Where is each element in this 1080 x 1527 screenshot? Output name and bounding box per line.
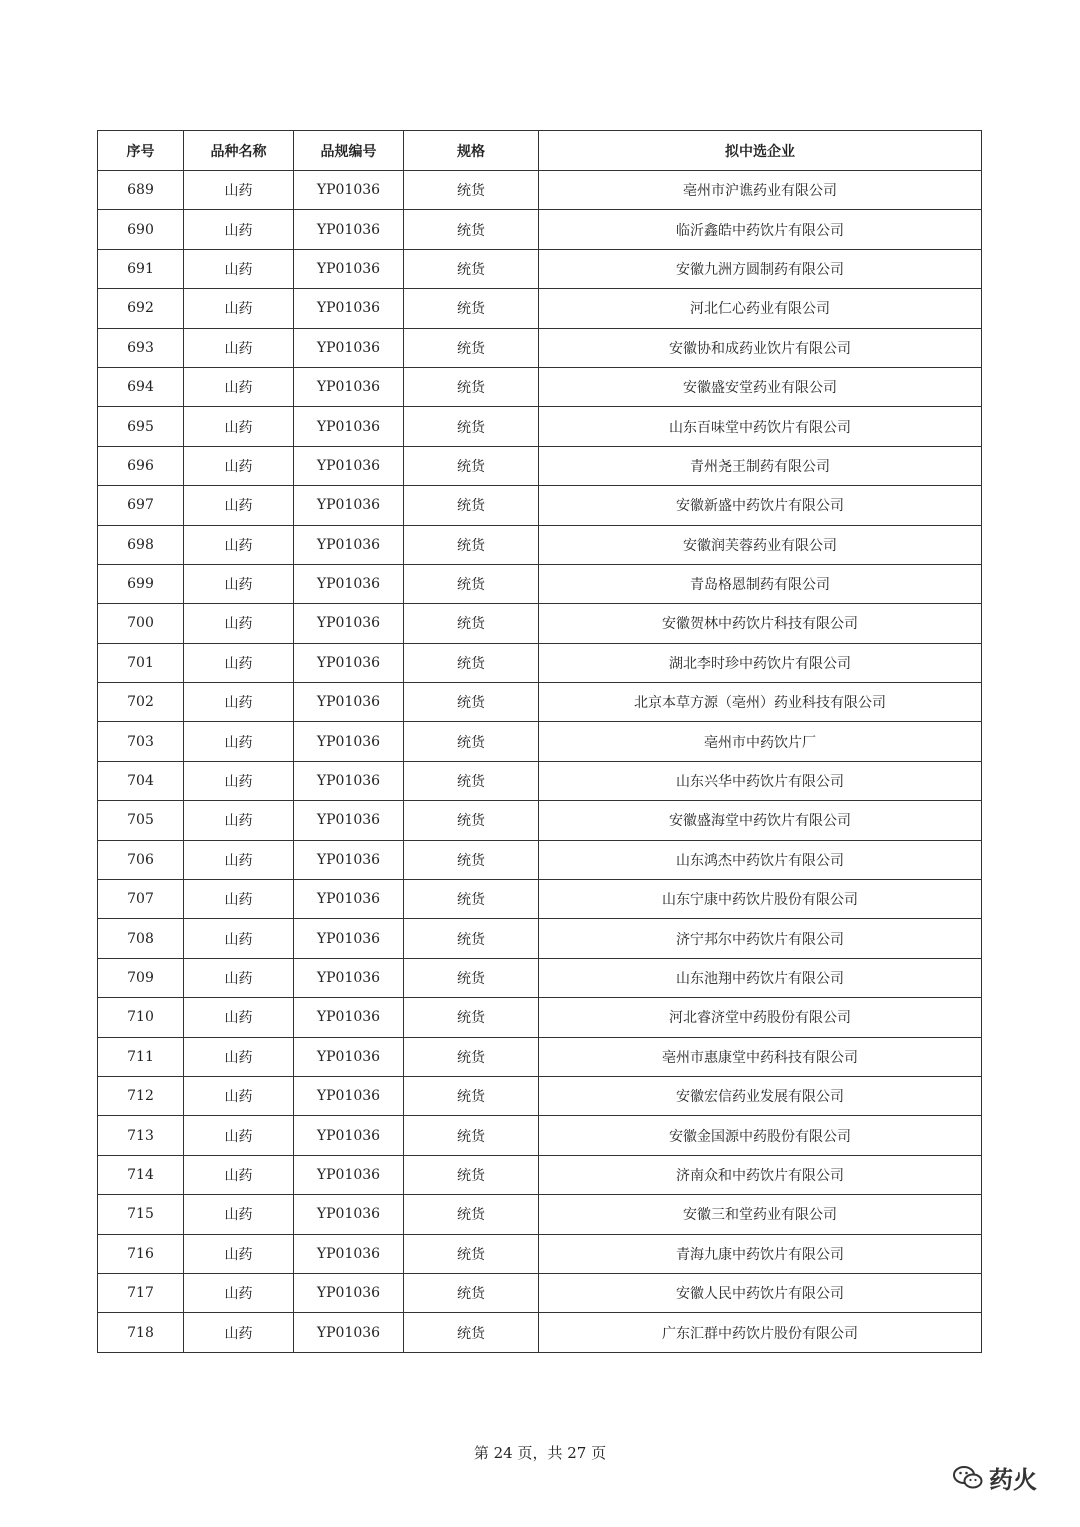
cell-company: 亳州市中药饮片厂 bbox=[539, 722, 982, 761]
cell-variety: 山药 bbox=[184, 801, 294, 840]
cell-company: 安徽九洲方圆制药有限公司 bbox=[539, 249, 982, 288]
cell-company: 山东宁康中药饮片股份有限公司 bbox=[539, 880, 982, 919]
table-row bbox=[98, 446, 982, 485]
page-footer: 第 24 页，共 27 页 bbox=[473, 1444, 607, 1462]
cell-code: YP01036 bbox=[294, 1313, 404, 1352]
cell-company: 河北睿济堂中药股份有限公司 bbox=[539, 998, 982, 1037]
cell-company: 山东百味堂中药饮片有限公司 bbox=[539, 407, 982, 446]
cell-seq: 713 bbox=[98, 1116, 184, 1155]
cell-seq: 710 bbox=[98, 998, 184, 1037]
cell-variety: 山药 bbox=[184, 998, 294, 1037]
cell-spec: 统货 bbox=[404, 683, 539, 722]
table-row bbox=[98, 604, 982, 643]
cell-variety: 山药 bbox=[184, 1037, 294, 1076]
table-row bbox=[98, 407, 982, 446]
cell-code: YP01036 bbox=[294, 1037, 404, 1076]
cell-spec: 统货 bbox=[404, 1195, 539, 1234]
cell-spec: 统货 bbox=[404, 1155, 539, 1194]
table-row bbox=[98, 1155, 982, 1194]
cell-seq: 691 bbox=[98, 249, 184, 288]
cell-code: YP01036 bbox=[294, 958, 404, 997]
cell-spec: 统货 bbox=[404, 210, 539, 249]
cell-variety: 山药 bbox=[184, 840, 294, 879]
table-row bbox=[98, 564, 982, 603]
cell-code: YP01036 bbox=[294, 1076, 404, 1115]
cell-variety: 山药 bbox=[184, 958, 294, 997]
cell-code: YP01036 bbox=[294, 1273, 404, 1312]
cell-variety: 山药 bbox=[184, 1313, 294, 1352]
table-row bbox=[98, 840, 982, 879]
cell-variety: 山药 bbox=[184, 643, 294, 682]
table-row bbox=[98, 801, 982, 840]
cell-seq: 697 bbox=[98, 486, 184, 525]
cell-code: YP01036 bbox=[294, 486, 404, 525]
cell-spec: 统货 bbox=[404, 840, 539, 879]
table-body bbox=[98, 171, 982, 1353]
cell-seq: 715 bbox=[98, 1195, 184, 1234]
table-row bbox=[98, 328, 982, 367]
cell-spec: 统货 bbox=[404, 1037, 539, 1076]
cell-spec: 统货 bbox=[404, 604, 539, 643]
cell-code: YP01036 bbox=[294, 446, 404, 485]
cell-spec: 统货 bbox=[404, 525, 539, 564]
cell-variety: 山药 bbox=[184, 880, 294, 919]
cell-company: 安徽协和成药业饮片有限公司 bbox=[539, 328, 982, 367]
cell-spec: 统货 bbox=[404, 289, 539, 328]
table-row bbox=[98, 1273, 982, 1312]
cell-company: 安徽盛安堂药业有限公司 bbox=[539, 367, 982, 406]
table-row bbox=[98, 1234, 982, 1273]
cell-code: YP01036 bbox=[294, 1195, 404, 1234]
cell-code: YP01036 bbox=[294, 289, 404, 328]
cell-seq: 712 bbox=[98, 1076, 184, 1115]
cell-seq: 692 bbox=[98, 289, 184, 328]
cell-company: 湖北李时珍中药饮片有限公司 bbox=[539, 643, 982, 682]
cell-variety: 山药 bbox=[184, 683, 294, 722]
cell-code: YP01036 bbox=[294, 1116, 404, 1155]
cell-code: YP01036 bbox=[294, 564, 404, 603]
cell-spec: 统货 bbox=[404, 564, 539, 603]
cell-code: YP01036 bbox=[294, 328, 404, 367]
table-row bbox=[98, 486, 982, 525]
table-row bbox=[98, 1195, 982, 1234]
cell-code: YP01036 bbox=[294, 525, 404, 564]
cell-company: 河北仁心药业有限公司 bbox=[539, 289, 982, 328]
cell-spec: 统货 bbox=[404, 1076, 539, 1115]
cell-code: YP01036 bbox=[294, 1155, 404, 1194]
cell-code: YP01036 bbox=[294, 210, 404, 249]
cell-spec: 统货 bbox=[404, 328, 539, 367]
cell-variety: 山药 bbox=[184, 486, 294, 525]
cell-variety: 山药 bbox=[184, 1076, 294, 1115]
cell-seq: 700 bbox=[98, 604, 184, 643]
cell-company: 安徽人民中药饮片有限公司 bbox=[539, 1273, 982, 1312]
cell-company: 青州尧王制药有限公司 bbox=[539, 446, 982, 485]
header-spec: 规格 bbox=[404, 131, 539, 171]
cell-spec: 统货 bbox=[404, 880, 539, 919]
cell-company: 安徽润芙蓉药业有限公司 bbox=[539, 525, 982, 564]
watermark bbox=[953, 1460, 1037, 1495]
cell-seq: 701 bbox=[98, 643, 184, 682]
cell-variety: 山药 bbox=[184, 328, 294, 367]
cell-seq: 707 bbox=[98, 880, 184, 919]
cell-spec: 统货 bbox=[404, 1273, 539, 1312]
table-row bbox=[98, 210, 982, 249]
cell-variety: 山药 bbox=[184, 210, 294, 249]
table-row bbox=[98, 919, 982, 958]
cell-seq: 709 bbox=[98, 958, 184, 997]
table-row bbox=[98, 722, 982, 761]
cell-seq: 706 bbox=[98, 840, 184, 879]
cell-code: YP01036 bbox=[294, 171, 404, 210]
cell-spec: 统货 bbox=[404, 1234, 539, 1273]
cell-seq: 717 bbox=[98, 1273, 184, 1312]
table-row bbox=[98, 643, 982, 682]
cell-spec: 统货 bbox=[404, 249, 539, 288]
table-row bbox=[98, 1076, 982, 1115]
cell-code: YP01036 bbox=[294, 1234, 404, 1273]
supplier-table bbox=[97, 130, 982, 1353]
cell-variety: 山药 bbox=[184, 446, 294, 485]
cell-company: 安徽盛海堂中药饮片有限公司 bbox=[539, 801, 982, 840]
cell-seq: 703 bbox=[98, 722, 184, 761]
cell-company: 青海九康中药饮片有限公司 bbox=[539, 1234, 982, 1273]
cell-seq: 704 bbox=[98, 761, 184, 800]
cell-spec: 统货 bbox=[404, 1116, 539, 1155]
cell-seq: 698 bbox=[98, 525, 184, 564]
table-row bbox=[98, 1037, 982, 1076]
table-row bbox=[98, 249, 982, 288]
cell-spec: 统货 bbox=[404, 722, 539, 761]
cell-variety: 山药 bbox=[184, 407, 294, 446]
cell-seq: 689 bbox=[98, 171, 184, 210]
cell-seq: 714 bbox=[98, 1155, 184, 1194]
cell-company: 安徽金国源中药股份有限公司 bbox=[539, 1116, 982, 1155]
cell-variety: 山药 bbox=[184, 171, 294, 210]
cell-spec: 统货 bbox=[404, 919, 539, 958]
cell-variety: 山药 bbox=[184, 919, 294, 958]
cell-variety: 山药 bbox=[184, 722, 294, 761]
cell-variety: 山药 bbox=[184, 761, 294, 800]
cell-company: 山东池翔中药饮片有限公司 bbox=[539, 958, 982, 997]
cell-spec: 统货 bbox=[404, 998, 539, 1037]
cell-variety: 山药 bbox=[184, 604, 294, 643]
cell-variety: 山药 bbox=[184, 1116, 294, 1155]
cell-company: 安徽贺林中药饮片科技有限公司 bbox=[539, 604, 982, 643]
cell-spec: 统货 bbox=[404, 486, 539, 525]
cell-variety: 山药 bbox=[184, 289, 294, 328]
header-company: 拟中选企业 bbox=[539, 131, 982, 171]
table-row bbox=[98, 1116, 982, 1155]
cell-seq: 702 bbox=[98, 683, 184, 722]
header-variety: 品种名称 bbox=[184, 131, 294, 171]
table-row bbox=[98, 683, 982, 722]
watermark-text: 药火 bbox=[989, 1466, 1037, 1494]
cell-company: 亳州市沪谯药业有限公司 bbox=[539, 171, 982, 210]
table-row bbox=[98, 289, 982, 328]
cell-code: YP01036 bbox=[294, 761, 404, 800]
cell-company: 济南众和中药饮片有限公司 bbox=[539, 1155, 982, 1194]
cell-seq: 711 bbox=[98, 1037, 184, 1076]
cell-code: YP01036 bbox=[294, 998, 404, 1037]
cell-spec: 统货 bbox=[404, 643, 539, 682]
cell-spec: 统货 bbox=[404, 958, 539, 997]
cell-company: 青岛格恩制药有限公司 bbox=[539, 564, 982, 603]
table-header-row bbox=[98, 131, 982, 171]
cell-spec: 统货 bbox=[404, 446, 539, 485]
cell-variety: 山药 bbox=[184, 1195, 294, 1234]
cell-variety: 山药 bbox=[184, 1273, 294, 1312]
table-row bbox=[98, 998, 982, 1037]
cell-code: YP01036 bbox=[294, 683, 404, 722]
cell-spec: 统货 bbox=[404, 761, 539, 800]
cell-code: YP01036 bbox=[294, 643, 404, 682]
cell-code: YP01036 bbox=[294, 722, 404, 761]
cell-variety: 山药 bbox=[184, 1155, 294, 1194]
cell-company: 亳州市惠康堂中药科技有限公司 bbox=[539, 1037, 982, 1076]
cell-seq: 695 bbox=[98, 407, 184, 446]
cell-seq: 694 bbox=[98, 367, 184, 406]
cell-company: 广东汇群中药饮片股份有限公司 bbox=[539, 1313, 982, 1352]
cell-spec: 统货 bbox=[404, 407, 539, 446]
cell-company: 山东兴华中药饮片有限公司 bbox=[539, 761, 982, 800]
cell-code: YP01036 bbox=[294, 407, 404, 446]
cell-code: YP01036 bbox=[294, 919, 404, 958]
cell-code: YP01036 bbox=[294, 880, 404, 919]
cell-company: 安徽新盛中药饮片有限公司 bbox=[539, 486, 982, 525]
cell-company: 安徽宏信药业发展有限公司 bbox=[539, 1076, 982, 1115]
cell-variety: 山药 bbox=[184, 367, 294, 406]
cell-variety: 山药 bbox=[184, 564, 294, 603]
cell-seq: 708 bbox=[98, 919, 184, 958]
table-row bbox=[98, 171, 982, 210]
table-row bbox=[98, 525, 982, 564]
cell-spec: 统货 bbox=[404, 801, 539, 840]
cell-code: YP01036 bbox=[294, 249, 404, 288]
cell-variety: 山药 bbox=[184, 525, 294, 564]
header-seq: 序号 bbox=[98, 131, 184, 171]
cell-code: YP01036 bbox=[294, 604, 404, 643]
wechat-icon bbox=[953, 1465, 983, 1491]
cell-code: YP01036 bbox=[294, 367, 404, 406]
table-row bbox=[98, 761, 982, 800]
cell-spec: 统货 bbox=[404, 367, 539, 406]
cell-company: 济宁邦尔中药饮片有限公司 bbox=[539, 919, 982, 958]
cell-company: 山东鸿杰中药饮片有限公司 bbox=[539, 840, 982, 879]
cell-variety: 山药 bbox=[184, 249, 294, 288]
cell-seq: 690 bbox=[98, 210, 184, 249]
cell-seq: 718 bbox=[98, 1313, 184, 1352]
cell-company: 安徽三和堂药业有限公司 bbox=[539, 1195, 982, 1234]
cell-seq: 696 bbox=[98, 446, 184, 485]
cell-code: YP01036 bbox=[294, 840, 404, 879]
table-row bbox=[98, 958, 982, 997]
cell-company: 临沂鑫皓中药饮片有限公司 bbox=[539, 210, 982, 249]
cell-variety: 山药 bbox=[184, 1234, 294, 1273]
cell-seq: 699 bbox=[98, 564, 184, 603]
cell-spec: 统货 bbox=[404, 171, 539, 210]
cell-seq: 716 bbox=[98, 1234, 184, 1273]
header-code: 品规编号 bbox=[294, 131, 404, 171]
cell-spec: 统货 bbox=[404, 1313, 539, 1352]
cell-code: YP01036 bbox=[294, 801, 404, 840]
cell-seq: 693 bbox=[98, 328, 184, 367]
cell-company: 北京本草方源（亳州）药业科技有限公司 bbox=[539, 683, 982, 722]
table-row bbox=[98, 880, 982, 919]
table-row bbox=[98, 367, 982, 406]
table-row bbox=[98, 1313, 982, 1352]
cell-seq: 705 bbox=[98, 801, 184, 840]
